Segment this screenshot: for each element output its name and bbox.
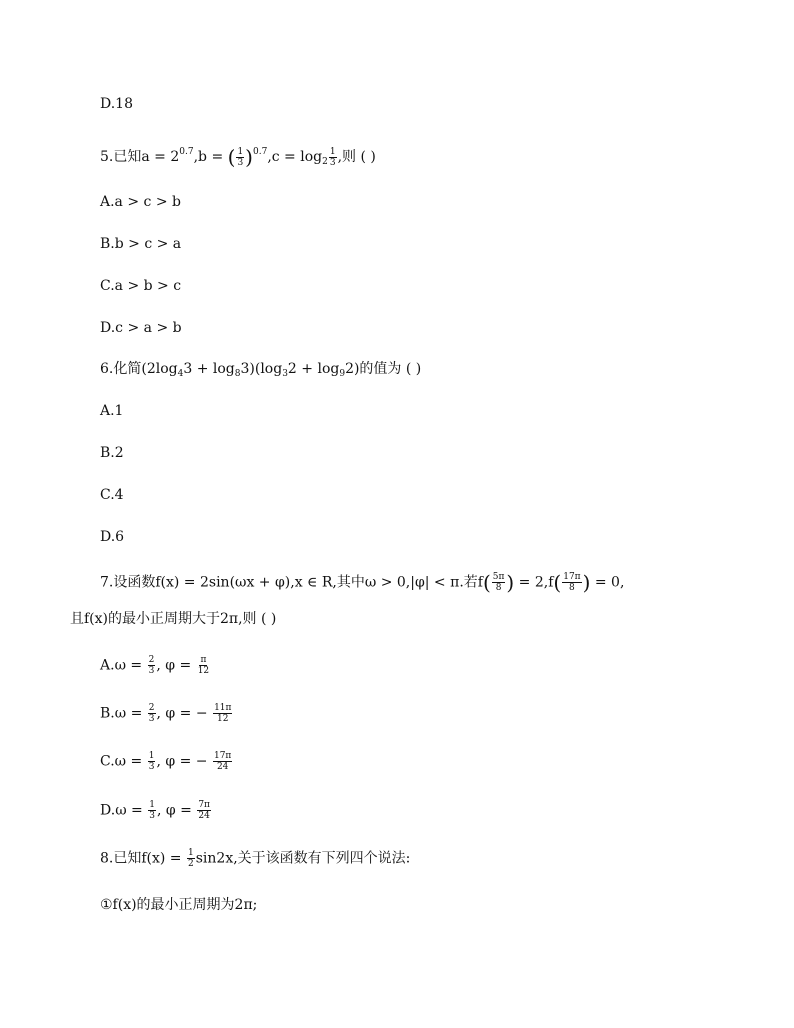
q5-c-part: ,c = log [267, 149, 323, 165]
q5-option-d: D.c > a > b [100, 320, 182, 336]
q6-option-d: D.6 [100, 529, 125, 545]
q7-stem: 7.设函数f(x) = 2sin(ωx + φ),x ∈ R,其中ω > 0,|φ| < π.若f( $\frac{5\pi}{8}$ ) = 2,f( $\frac{17\pi}{8}$ ) = 0, [100, 570, 625, 595]
q5-option-b: B.b > c > a [100, 236, 182, 252]
q5-suffix: ,则 ( ) [337, 149, 376, 165]
q5-option-a: A.a > c > b [100, 194, 181, 210]
q5-c-frac: $\frac{1}{3}$ [329, 146, 336, 168]
q6-option-c: C.4 [100, 487, 124, 503]
paren-open: ( [227, 145, 236, 169]
q6-stem: 6.化简$(2\log_43 + \log_83)(\log_32 + \log_92)$的值为 ( ) [100, 361, 422, 379]
q7-option-a: A.ω = $\frac{2}{3}$ , φ = $\frac{\pi}{12}$ [100, 655, 210, 676]
q5-b-exp: 0.7 [252, 147, 268, 157]
q8-frac: $\frac{1}{2}$ [188, 848, 194, 869]
q7-stem-line2: 且f(x)的最小正周期大于2π,则 ( ) [70, 611, 277, 627]
paren-close: ) [245, 145, 253, 169]
q5-c-base: 2 [322, 157, 328, 167]
q5-b-frac: $\frac{1}{3}$ [237, 146, 244, 168]
q7-f1-frac: $\frac{5\pi}{8}$ [492, 572, 505, 593]
q5-option-c: C.a > b > c [100, 278, 182, 294]
q5-a-exp: 0.7 [179, 147, 194, 157]
q7-option-b: B.ω = $\frac{2}{3}$ , φ = − $\frac{11\pi}{12}$ [100, 703, 232, 724]
q4-option-d: D.18 [100, 96, 133, 112]
q6-option-a: A.1 [100, 403, 124, 419]
q5-stem [100, 142, 376, 172]
q8-stem: 8.已知f(x) = $\frac{1}{2}$ sin2x,关于该函数有下列四个说法: [100, 848, 411, 869]
q8-item-1: ①f(x)的最小正周期为2π; [100, 897, 258, 913]
q7-option-d: D.ω = $\frac{1}{3}$ , φ = $\frac{7\pi}{24}$ [100, 800, 210, 821]
q7-f2-frac: $\frac{17\pi}{8}$ [563, 572, 581, 593]
q5-prefix: 5.已知 [100, 149, 142, 165]
q5-b-part: ,b = [193, 149, 228, 165]
q6-option-b: B.2 [100, 445, 124, 461]
q5-a-part: a = 2 [141, 149, 180, 165]
q7-option-c: C.ω = $\frac{1}{3}$ , φ = − $\frac{17\pi}{24}$ [100, 751, 232, 772]
